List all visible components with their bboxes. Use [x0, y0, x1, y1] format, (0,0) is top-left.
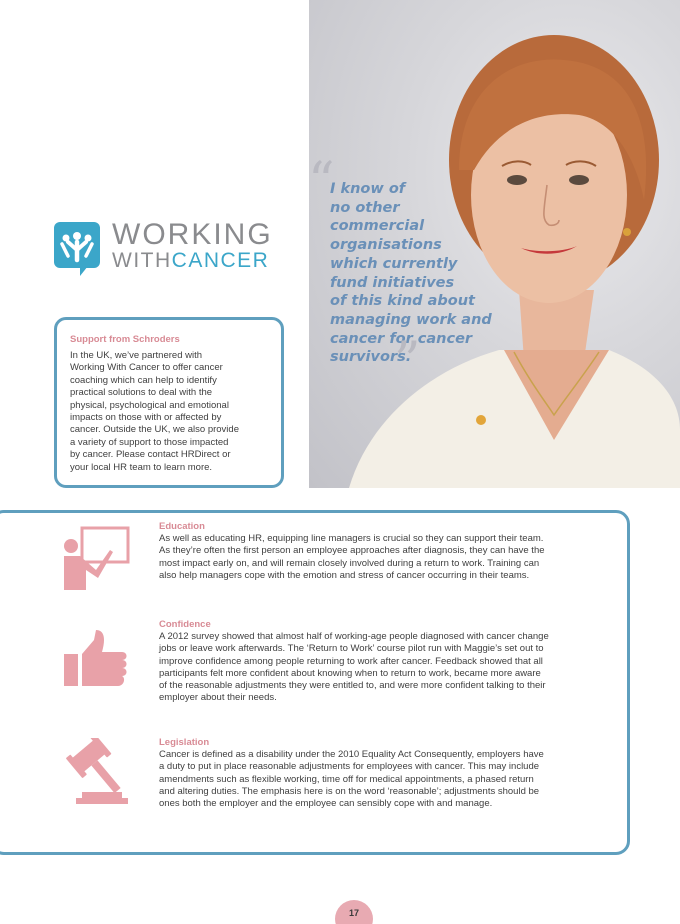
confidence-line: of the reasonable adjustments they were entitled to, and were more confident talking to their [159, 680, 546, 692]
confidence-line: improve confidence among people returning to work after cancer. Feedback showed that all [159, 655, 543, 667]
close-quote-icon: ” [394, 332, 421, 392]
education-line: As well as educating HR, equipping line managers is crucial so they can support their team. [159, 533, 544, 544]
education-line: most impact early on, and will remain closely involved during a return to work. Training can [159, 557, 540, 569]
logo-text-working: WORKING [112, 218, 273, 251]
confidence-section [159, 619, 614, 705]
quote-line: which currently [330, 255, 458, 272]
legislation-line: and altering duties. The emphasis here is on the word ‘reasonable’; adjustments should be [159, 785, 540, 797]
quote-line: commercial [330, 218, 425, 235]
support-line: Working With Cancer to offer cancer [70, 362, 223, 374]
confidence-line: jobs or leave work afterwards. The ‘Return to Work’ course pilot run with Maggie’s set out to [159, 643, 544, 655]
open-quote-icon: “ [308, 152, 335, 212]
legislation-section [159, 737, 614, 810]
support-line: by cancer. Please contact HRDirect or [70, 449, 231, 461]
support-line: In the UK, we’ve partnered with [70, 350, 203, 361]
legislation-line: Cancer is defined as a disability under the 2010 Equality Act Consequently, employers have [159, 749, 544, 760]
legislation-line: a duty to put in place reasonable adjustments for employees with cancer. This may include [159, 761, 540, 773]
quote-line: managing work and [330, 311, 492, 328]
quote-line: no other [330, 199, 400, 216]
quote-line: I know of [330, 181, 406, 197]
support-body [70, 350, 268, 474]
support-line: cancer. Outside the UK, we also provide [70, 424, 239, 436]
support-title: Support from Schroders [70, 334, 180, 345]
legislation-line: ones both the employer and the employee can sensibly cope with and manage. [159, 798, 493, 810]
thumbs-up-icon [64, 630, 130, 686]
education-title: Education [159, 521, 205, 532]
legislation-line: amendments such as flexible working, time off for medical appointments, a phased return [159, 773, 534, 785]
presenter-icon [60, 526, 132, 592]
support-box [54, 317, 284, 488]
confidence-line: employer about their needs. [159, 692, 277, 704]
legislation-title: Legislation [159, 737, 210, 748]
logo-text-with-cancer: WITHCANCER [112, 249, 270, 272]
support-line: impacts on those with or affected by [70, 412, 222, 424]
confidence-line: participants felt more confident about knowing when to return to work, became more aware [159, 667, 541, 679]
page-number: 17 [335, 900, 373, 924]
logo-badge-icon [54, 222, 100, 268]
support-line: practical solutions to deal with the [70, 387, 213, 399]
gavel-icon [62, 738, 132, 804]
support-line: a variety of support to those impacted [70, 436, 229, 448]
quote-line: organisations [330, 237, 442, 254]
confidence-line: A 2012 survey showed that almost half of working-age people diagnosed with cancer change [159, 631, 549, 642]
support-line: physical, psychological and emotional [70, 399, 229, 411]
quote-line: fund initiatives [330, 274, 455, 291]
support-line: coaching which can help to identify [70, 374, 217, 386]
confidence-title: Confidence [159, 619, 211, 630]
education-line: also help managers cope with the emotion and stress of cancer occurring in their teams. [159, 569, 530, 581]
education-section [159, 521, 614, 582]
quote-line: cancer for cancer [330, 330, 473, 347]
education-line: As they’re often the first person an employee approaches after diagnosis, they can have the [159, 545, 545, 557]
working-with-cancer-logo [54, 218, 284, 282]
support-line: your local HR team to learn more. [70, 461, 213, 473]
quote-line: of this kind about [330, 293, 475, 310]
quote-line: survivors. [330, 349, 412, 366]
